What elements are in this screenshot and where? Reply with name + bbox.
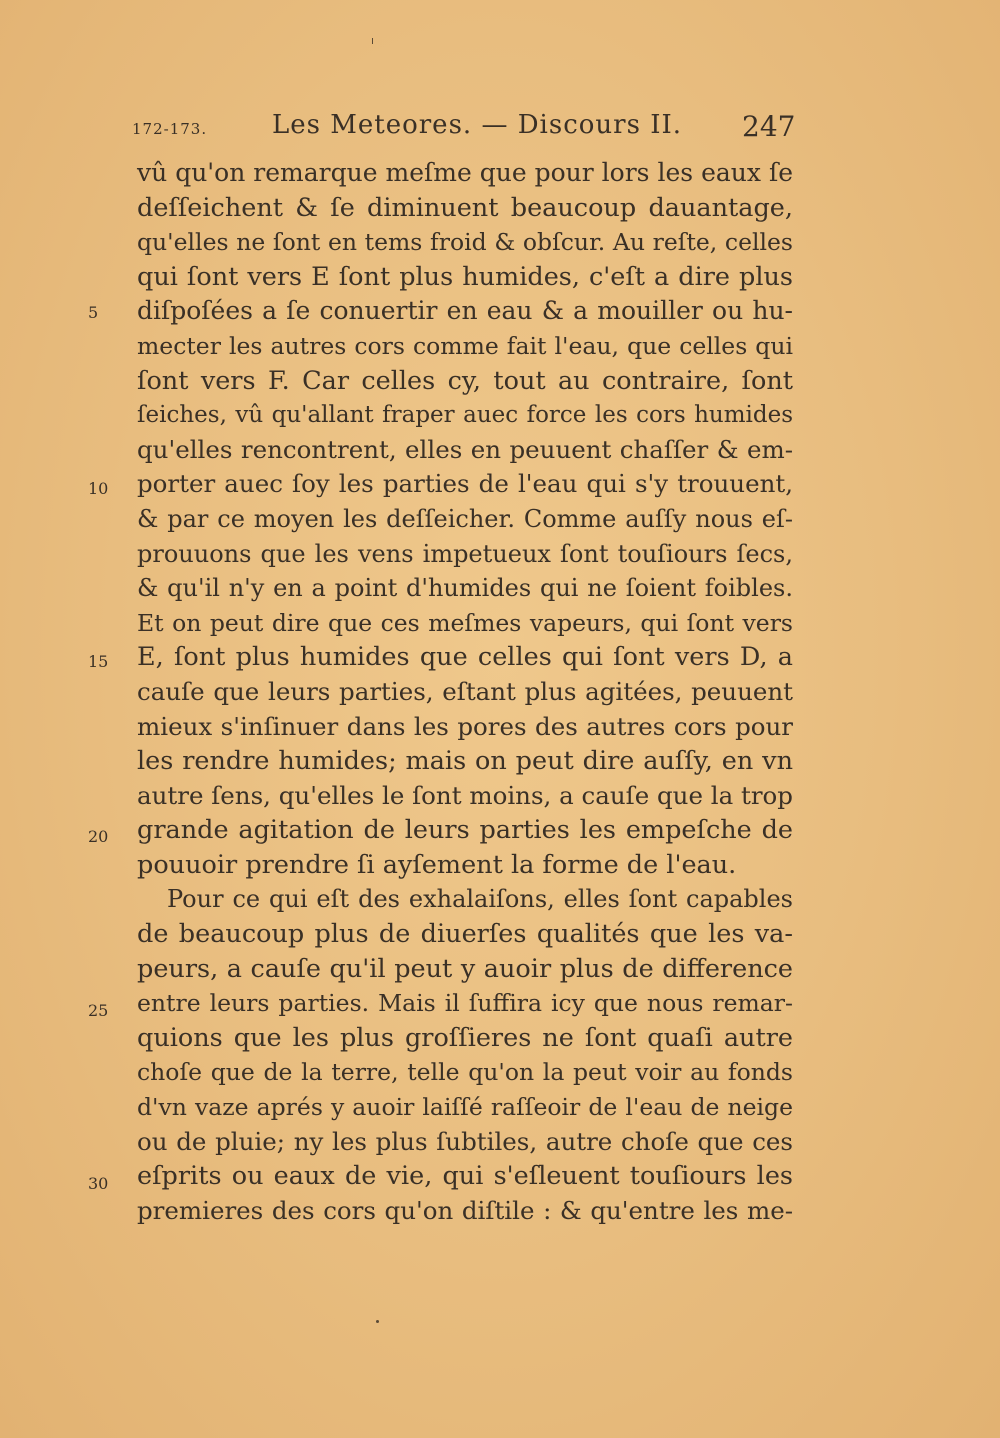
body-text <box>137 156 793 1228</box>
text-line: grande agitation de leurs parties les empeſche de <box>137 815 793 846</box>
text-line: premieres des cors qu'on diſtile : & qu'entre les me- <box>137 1195 793 1225</box>
running-header <box>0 108 1000 148</box>
text-line: les rendre humides; mais on peut dire auſſy, en vn <box>137 746 793 777</box>
line-number: 30 <box>88 1174 109 1193</box>
text-line: cauſe que leurs parties, eſtant plus agitées, peuuent <box>137 676 793 706</box>
page-number: 247 <box>742 110 796 143</box>
text-line: porter auec ſoy les parties de l'eau qui s'y trouuent, <box>137 469 793 499</box>
line-number: 10 <box>88 479 109 498</box>
text-line: E, ſont plus humides que celles qui ſont vers D, a <box>137 642 793 673</box>
text-line: & qu'il n'y en a point d'humides qui ne ſoient foibles. <box>137 574 793 603</box>
text-line: ſont vers F. Car celles cy, tout au contraire, ſont <box>137 365 793 396</box>
text-line: qu'elles rencontrent, elles en peuuent chaſſer & em- <box>137 434 793 464</box>
ink-speck <box>372 38 373 44</box>
line-number: 25 <box>88 1001 109 1020</box>
text-line: prouuons que les vens impetueux ſont touſiours ſecs, <box>137 539 793 568</box>
text-line: d'vn vaze aprés y auoir laiſſé raſſeoir de l'eau de neige <box>137 1093 793 1122</box>
text-line: entre leurs parties. Mais il ſuffira icy que nous remar- <box>137 989 793 1018</box>
page-reference: 172-173. <box>132 120 208 138</box>
line-number: 15 <box>88 652 109 671</box>
text-line: Pour ce qui eſt des exhalaiſons, elles ſont capables <box>167 885 793 914</box>
running-title: Les Meteores. — Discours II. <box>272 110 683 140</box>
text-line: ſeiches, vû qu'allant fraper auec force les cors humides <box>137 402 793 429</box>
text-line: ou de pluie; ny les plus ſubtiles, autre choſe que ces <box>137 1126 793 1156</box>
text-line: mieux s'inſinuer dans les pores des autres cors pour <box>137 711 793 741</box>
text-line: eſprits ou eaux de vie, qui s'eſleuent touſiours les <box>137 1161 793 1192</box>
text-line: & par ce moyen les deſſeicher. Comme auſſy nous eſ- <box>137 504 793 533</box>
line-number: 5 <box>88 303 99 322</box>
text-line: pouuoir prendre ſi ayſement la forme de l'eau. <box>137 849 737 880</box>
line-number: 20 <box>88 827 109 846</box>
text-line: deſſeichent & ſe diminuent beaucoup dauantage, <box>137 192 793 223</box>
text-line: qu'elles ne ſont en tems froid & obſcur. Au reſte, celles <box>137 228 793 257</box>
text-line: vû qu'on remarque meſme que pour lors les eaux ſe <box>137 158 793 187</box>
text-line: autre ſens, qu'elles le ſont moins, a cauſe que la trop <box>137 780 793 810</box>
text-line: qui ſont vers E ſont plus humides, c'eſt a dire plus <box>137 261 793 292</box>
text-line: peurs, a cauſe qu'il peut y auoir plus de difference <box>137 953 793 984</box>
text-line: mecter les autres cors comme fait l'eau, que celles qui <box>137 331 793 360</box>
text-line: quions que les plus groſſieres ne ſont quaſi autre <box>137 1022 793 1053</box>
text-line: diſpoſées a ſe conuertir en eau & a mouiller ou hu- <box>137 296 793 326</box>
text-line: de beaucoup plus de diuerſes qualités que les va- <box>137 919 793 950</box>
text-line: Et on peut dire que ces meſmes vapeurs, qui ſont vers <box>137 608 793 637</box>
ink-speck <box>376 1320 379 1323</box>
text-line: choſe que de la terre, telle qu'on la peut voir au fonds <box>137 1058 793 1087</box>
